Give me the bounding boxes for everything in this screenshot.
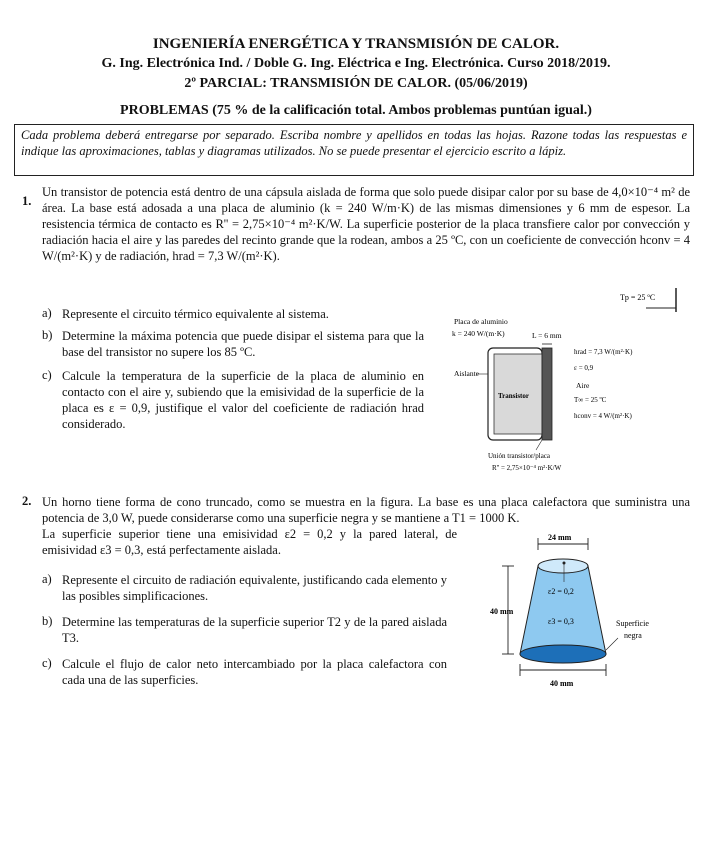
aluminum-plate xyxy=(542,348,552,440)
problem1-item-b-label: b) xyxy=(42,328,53,342)
figure1-emissivity-label: ε = 0,9 xyxy=(574,364,594,372)
cone-base-heater xyxy=(520,645,606,663)
exam-name: 2º PARCIAL: TRANSMISIÓN DE CALOR. (05/06/2019) xyxy=(184,76,528,91)
figure1-k-label: k = 240 W/(m·K) xyxy=(452,329,505,338)
instructions-box: Cada problema deberá entregarse por separado. Escriba nombre y apellidos en todas las hojas. Razone todas las respuestas e indique las aproximaciones, tablas y diagramas utilizados. No se puede presentar el ejercicio escrito a lápiz. xyxy=(14,124,694,176)
figure2-height-label: 40 mm xyxy=(490,607,514,616)
figure1-contact-resistance-label: R'' = 2,75×10⁻⁴ m²·K/W xyxy=(492,464,562,472)
problem2-item-a: Represente el circuito de radiación equivalente, justificando cada elemento y las posibles simplificaciones. xyxy=(62,573,447,603)
figure1-thickness-label: L = 6 mm xyxy=(532,331,562,340)
problem2-number: 2. xyxy=(22,494,32,508)
problem1-item-c-label: c) xyxy=(42,368,52,382)
problem2-item-a-label: a) xyxy=(42,572,52,586)
figure1-placa-label: Placa de aluminio xyxy=(454,317,508,326)
problem2-item-c-label: c) xyxy=(42,656,52,670)
figure2-e2-label: ε2 = 0,2 xyxy=(548,587,574,596)
figure1-union-label: Unión transistor/placa xyxy=(488,452,551,460)
figure1-hconv-label: hconv = 4 W/(m²·K) xyxy=(574,412,632,420)
figure2-superficie-label: Superficie xyxy=(616,619,649,628)
figure2-e3-label: ε3 = 0,3 xyxy=(548,617,574,626)
problem1-item-a: Represente el circuito térmico equivalente al sistema. xyxy=(62,307,329,321)
figure1-tp-label: Tp = 25 ºC xyxy=(620,293,656,302)
problem2-item-c: Calcule el flujo de calor neto intercambiado por la placa calefactora con cada una de las superficies. xyxy=(62,657,447,687)
figure2-negra-label: negra xyxy=(624,631,642,640)
figure1-hrad-label: hrad = 7,3 W/(m²·K) xyxy=(574,348,633,356)
cone-top-surface xyxy=(538,559,588,573)
problem1-number: 1. xyxy=(22,194,32,208)
problem1-item-a-label: a) xyxy=(42,306,52,320)
problems-section-title: PROBLEMAS (75 % de la calificación total. Ambos problemas puntúan igual.) xyxy=(120,103,592,118)
figure1-aislante-label: Aislante xyxy=(454,369,479,378)
problem2-statement-cont: La superficie superior tiene una emisividad ε2 = 0,2 y la pared lateral, de emisividad ε3 = 0,3, está perfectamente aislada. xyxy=(42,527,457,557)
union-leader xyxy=(536,440,542,450)
problem1-item-b: Determine la máxima potencia que puede disipar el sistema para que la base del transistor no supere los 85 ºC. xyxy=(62,329,424,359)
cone-lateral-wall xyxy=(520,566,606,654)
problem2-item-b-label: b) xyxy=(42,614,53,628)
figure1-aire-label: Aire xyxy=(576,381,590,390)
figure2-top-diameter-label: 24 mm xyxy=(548,533,572,542)
problem1-statement: Un transistor de potencia está dentro de una cápsula aislada de forma que solo puede disipar calor por su base de 4,0×10⁻⁴ m² de área. La base está adosada a una placa de aluminio (k = 240 W/m·K) de las mismas dimensiones y 6 mm de espesor. La resistencia térmica de contacto es R'' = 2,75×10⁻⁴ m²·K/W. La superficie posterior de la placa transfiere calor por convección y radiación hacia el aire y las paredes del recinto grande que la rodean, ambos a 25 ºC, con un coeficiente de convección hconv = 4 W/(m²·K) y de radiación, hrad = 7,3 W/(m²·K). xyxy=(42,185,690,263)
degree-program: G. Ing. Electrónica Ind. / Doble G. Ing. Eléctrica e Ing. Electrónica. Curso 2018/2019. xyxy=(101,56,611,71)
figure1-transistor-label: Transistor xyxy=(498,392,529,400)
problem2-statement-part1: Un horno tiene forma de cono truncado, como se muestra en la figura. La base es una placa calefactora que suministra una potencia de 3,0 W, puede considerarse como una superficie negra y se mantiene a T1 = 1000 K. xyxy=(42,495,690,525)
figure2-bottom-diameter-label: 40 mm xyxy=(550,679,574,688)
problem2-item-b: Determine las temperaturas de la superficie superior T2 y de la pared aislada T3. xyxy=(62,615,447,645)
transistor-plate-figure xyxy=(436,282,694,482)
figure1-tinf-label: T∞ = 25 ºC xyxy=(574,396,607,404)
black-surface-leader xyxy=(606,638,618,650)
truncated-cone-figure xyxy=(468,530,696,700)
problem1-item-c: Calcule la temperatura de la superficie de la placa de aluminio en contacto con el aire y, subiendo que la emisividad de la superficie de la placa es ε = 0,9, justifique el valor del coeficiente de radiación hrad considerado. xyxy=(62,369,424,431)
exam-title: INGENIERÍA ENERGÉTICA Y TRANSMISIÓN DE CALOR. xyxy=(152,36,560,52)
